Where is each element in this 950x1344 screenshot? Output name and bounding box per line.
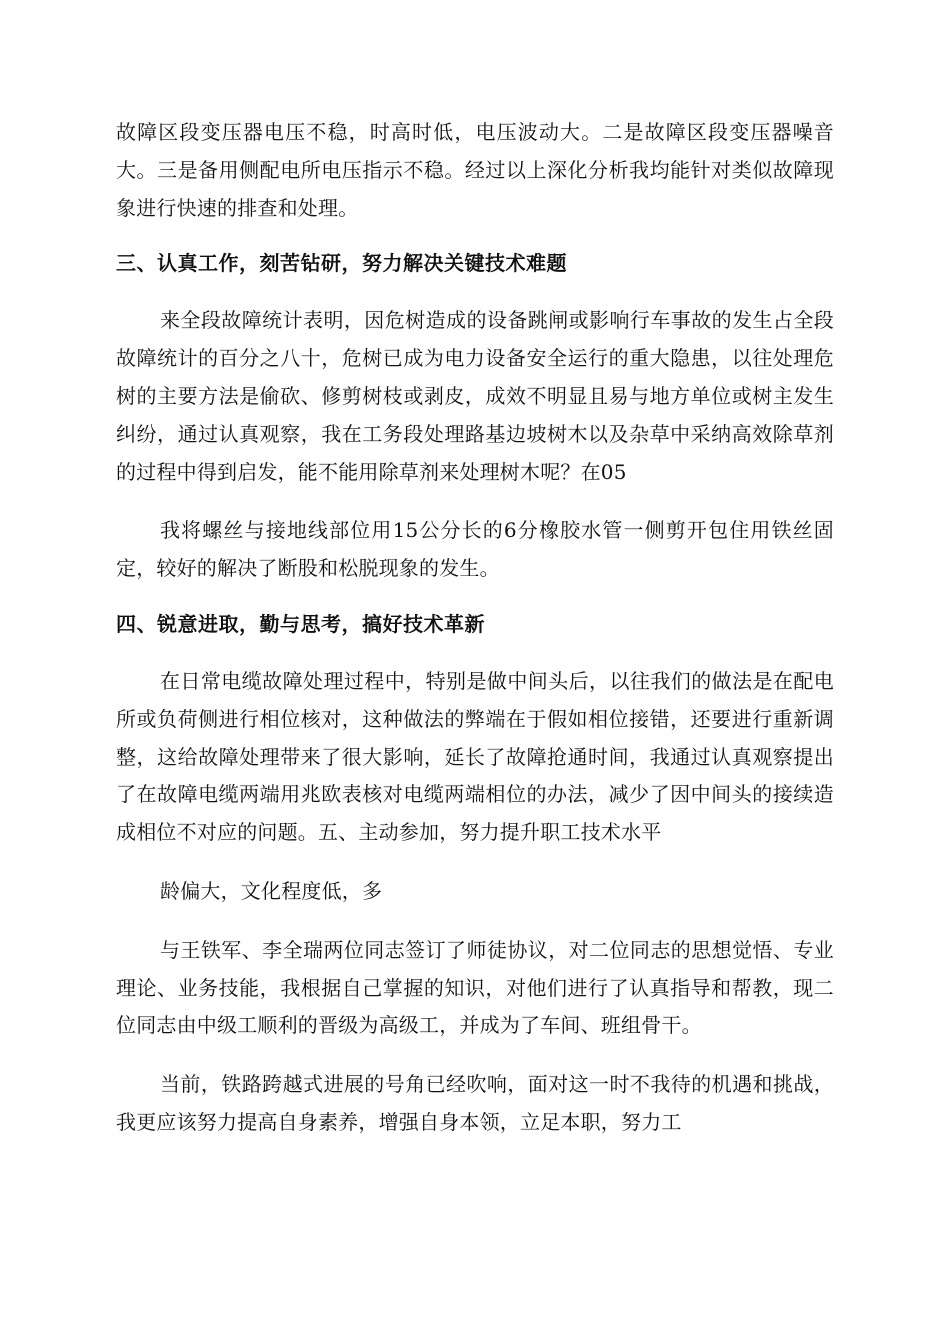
section-heading-3: 三、认真工作，刻苦钻研，努力解决关键技术难题 (116, 251, 567, 276)
paragraph-hazard-trees: 来全段故障统计表明，因危树造成的设备跳闸或影响行车事故的发生占全段故障统计的百分之八十，危树已成为电力设备安全运行的重大隐患，以往处理危树的主要方法是偷砍、修剪树枝或剥皮，成效不明显且易与地方单位或树主发生纠纷，通过认真观察，我在工务段处理路基边坡树木以及杂草中采纳高效除草剂的过程中得到启发，能不能用除草剂来处理树木呢？在05 (116, 308, 834, 484)
paragraph-mentoring: 与王铁军、李全瑞两位同志签订了师徒协议，对二位同志的思想觉悟、专业理论、业务技能，我根据自己掌握的知识，对他们进行了认真指导和帮教，现二位同志由中级工顺利的晋级为高级工，并成为了车间、班组骨干。 (116, 937, 834, 1038)
paragraph-fault-symptoms: 故障区段变压器电压不稳，时高时低，电压波动大。二是故障区段变压器噪音大。三是备用侧配电所电压指示不稳。经过以上深化分析我均能针对类似故障现象进行快速的排查和处理。 (116, 120, 834, 220)
paragraph-staff-age: 龄偏大，文化程度低，多 (160, 878, 383, 903)
section-heading-4: 四、锐意进取，勤与思考，搞好技术革新 (116, 611, 485, 636)
paragraph-ground-wire: 我将螺丝与接地线部位用15公分长的6分橡胶水管一侧剪开包住用铁丝固定，较好的解决了断股和松脱现象的发生。 (116, 518, 834, 581)
paragraph-cable-phase: 在日常电缆故障处理过程中，特别是做中间头后，以往我们的做法是在配电所或负荷侧进行相位核对，这种做法的弊端在于假如相位接错，还要进行重新调整，这给故障处理带来了很大影响，延长了故障抢通时间，我通过认真观察提出了在故障电缆两端用兆欧表核对电缆两端相位的办法，减少了因中间头的接续造成相位不对应的问题。五、主动参加，努力提升职工技术水平 (116, 668, 834, 845)
paragraph-closing: 当前，铁路跨越式进展的号角已经吹响，面对这一时不我待的机遇和挑战，我更应该努力提高自身素养，增强自身本领，立足本职，努力工 (116, 1072, 834, 1134)
document-body (116, 114, 834, 1163)
